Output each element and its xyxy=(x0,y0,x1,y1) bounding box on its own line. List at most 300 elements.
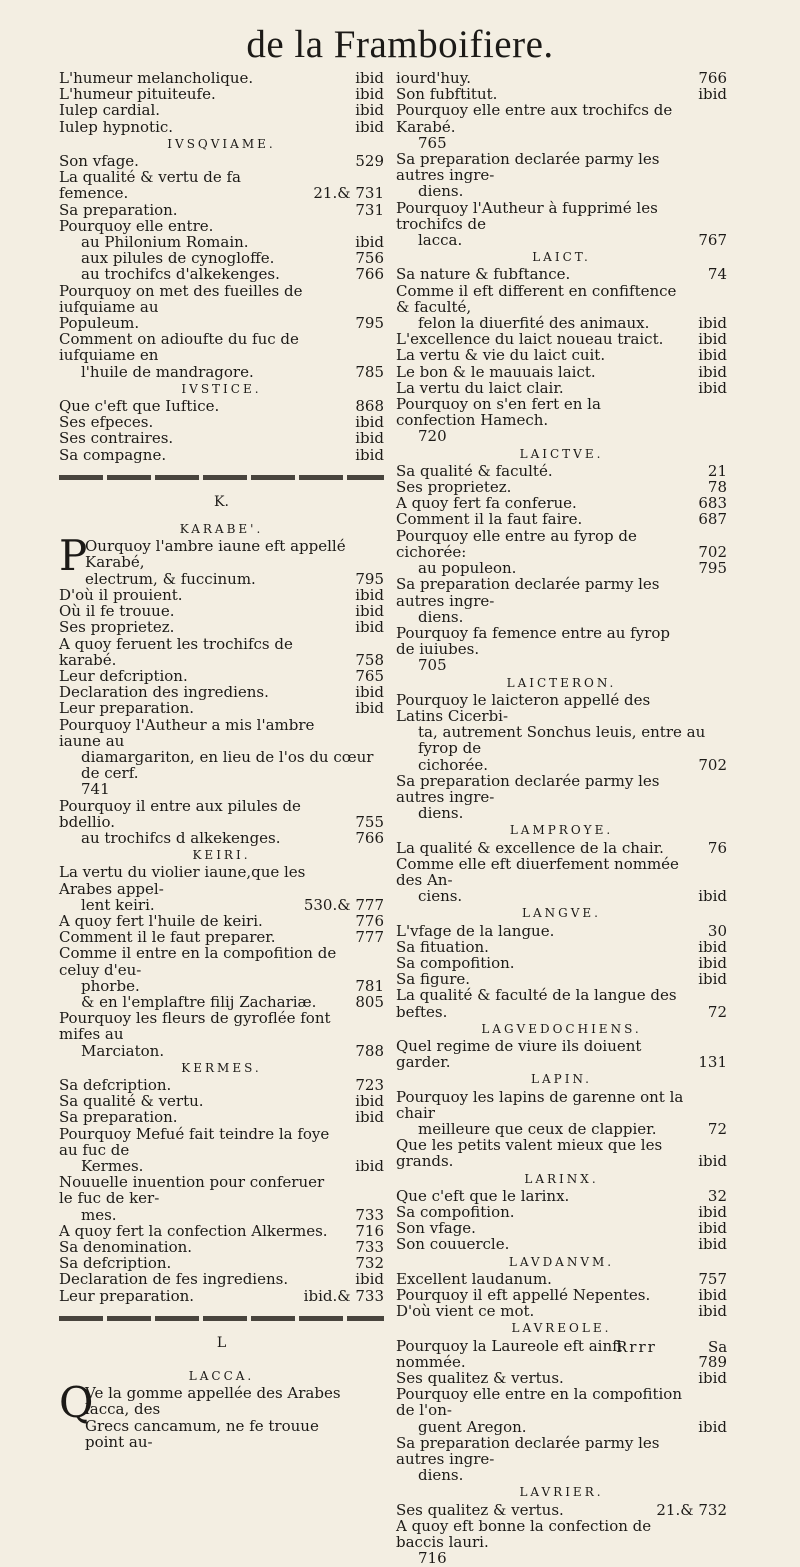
entry-text: 720 xyxy=(418,427,447,446)
entry-text: Nouuelle inuention pour conferuer le fuc de ker- xyxy=(59,1173,325,1208)
index-entry xyxy=(59,781,384,797)
section-heading: LAGVEDOCHIENS. xyxy=(481,1021,642,1036)
index-entry xyxy=(396,1220,727,1236)
section-heading: LAVDANVM. xyxy=(508,1254,615,1269)
page-ref: 868 xyxy=(355,397,384,416)
page-ref: 74 xyxy=(707,265,727,284)
index-entry xyxy=(396,724,727,756)
section-heading: KERMES. xyxy=(181,1060,262,1075)
catchword: Sa xyxy=(708,1338,728,1356)
entry-text: Pourquoy elle entre aux trochifcs de Karabé. xyxy=(396,101,673,136)
entry-text: Pourquoy l'Autheur a mis l'ambre iaune au xyxy=(59,715,315,750)
index-entry xyxy=(396,1303,727,1319)
page-ref: 21 xyxy=(707,461,727,480)
index-entry xyxy=(396,347,727,363)
entry-text: mes. xyxy=(81,1205,117,1224)
entry-text: A quoy feruent les trochifcs de karabé. xyxy=(59,634,293,669)
index-entry xyxy=(59,1093,384,1109)
index-entry xyxy=(396,773,727,805)
entry-text: Comme elle eft diuerfement nommée des An- xyxy=(396,854,679,889)
page-ref: ibid xyxy=(355,85,384,104)
section-divider xyxy=(59,475,384,480)
index-entry xyxy=(396,1236,727,1252)
index-entry xyxy=(59,1174,384,1206)
page-ref: ibid xyxy=(698,314,727,333)
page-ref: 723 xyxy=(355,1075,384,1094)
page-ref: 781 xyxy=(355,976,384,995)
index-entry xyxy=(59,266,384,282)
index-entry xyxy=(59,414,384,430)
page-ref: ibid xyxy=(698,1286,727,1305)
page-ref: 732 xyxy=(355,1254,384,1273)
page-ref: 766 xyxy=(355,265,384,284)
entry-text: Sa figure. xyxy=(396,970,471,989)
index-entry xyxy=(59,603,384,619)
drop-cap-entry xyxy=(59,531,384,588)
entry-text: L'excellence du laict noueau traict. xyxy=(396,330,664,349)
index-entry xyxy=(59,717,384,749)
entry-text: Pourquoy les fleurs de gyroflée font mifes au xyxy=(59,1009,331,1044)
index-entry xyxy=(396,528,727,560)
entry-text: La qualité & vertu de fa femence. xyxy=(59,168,241,203)
index-entry xyxy=(396,1467,727,1483)
entry-text: Pourquoy elle entre en la compofition de l'on- xyxy=(396,1385,683,1420)
entry-text: Ourquoy l'ambre iaune eft appellé Karabé, xyxy=(85,537,346,572)
entry-text: felon la diuerfité des animaux. xyxy=(418,314,650,333)
section-heading: IVSQVIAME. xyxy=(167,136,276,151)
index-entry xyxy=(59,1109,384,1125)
entry-text: Excellent laudanum. xyxy=(396,1269,552,1288)
entry-text: Sa preparation. xyxy=(59,200,178,219)
page-ref: 78 xyxy=(707,478,727,497)
entry-text: au Philonium Romain. xyxy=(81,233,249,252)
page-ref: 795 xyxy=(355,569,384,588)
page-ref: ibid xyxy=(698,330,727,349)
index-entry xyxy=(59,447,384,463)
entry-text: Comment il le faut preparer. xyxy=(59,928,276,947)
page-ref: 702 xyxy=(698,542,727,561)
entry-text: ta, autrement Sonchus leuis, entre au fyrop de xyxy=(418,723,706,758)
entry-text: Sa compofition. xyxy=(396,1203,515,1222)
index-entry xyxy=(396,1338,727,1370)
entry-text: Son fubftitut. xyxy=(396,85,498,104)
index-entry xyxy=(396,70,727,86)
entry-text: Ses efpeces. xyxy=(59,413,154,432)
index-entry xyxy=(59,86,384,102)
index-entry xyxy=(59,864,384,896)
page-ref: 789 xyxy=(698,1352,727,1371)
entry-text: Pourquoy il eft appellé Nepentes. xyxy=(396,1286,651,1305)
entry-text: Sa qualité & faculté. xyxy=(396,461,553,480)
index-entry xyxy=(59,1255,384,1271)
entry-text: La qualité & excellence de la chair. xyxy=(396,838,664,857)
page-ref: 529 xyxy=(355,152,384,171)
page-ref: ibid xyxy=(355,1092,384,1111)
entry-text: D'où vient ce mot. xyxy=(396,1302,535,1321)
entry-text: Leur preparation. xyxy=(59,699,195,718)
section-heading: LAICTERON. xyxy=(506,675,617,690)
index-entry xyxy=(396,380,727,396)
section-divider xyxy=(59,1316,384,1321)
section-heading: IVSTICE. xyxy=(181,381,262,396)
page-ref: ibid xyxy=(355,117,384,136)
entry-text: Marciaton. xyxy=(81,1041,165,1060)
index-entry xyxy=(59,1126,384,1158)
entry-text: Sa denomination. xyxy=(59,1238,193,1257)
index-entry xyxy=(59,619,384,635)
entry-text: 705 xyxy=(418,656,447,675)
entry-text: au populeon. xyxy=(418,559,517,578)
index-entry xyxy=(59,700,384,716)
page-ref: ibid xyxy=(355,1270,384,1289)
index-entry xyxy=(396,1370,727,1386)
page-ref: 777 xyxy=(355,928,384,947)
index-entry xyxy=(396,1121,727,1137)
page-ref: 776 xyxy=(355,911,384,930)
index-entry xyxy=(59,994,384,1010)
index-entry xyxy=(396,757,727,773)
entry-text: Leur defcription. xyxy=(59,666,188,685)
entry-text: Ve la gomme appellée des Arabes lacca, des xyxy=(85,1384,341,1419)
page-ref: ibid xyxy=(698,1152,727,1171)
index-entry xyxy=(396,625,727,657)
entry-text: au trochifcs d alkekenges. xyxy=(81,828,281,847)
entry-text: lacca. xyxy=(418,231,463,250)
entry-text: Quel regime de viure ils doiuent garder. xyxy=(396,1036,642,1072)
entry-text: Sa preparation declarée parmy les autres ingre- xyxy=(396,150,660,185)
entry-text: Son vfage. xyxy=(59,152,139,171)
index-entry xyxy=(396,479,727,495)
index-entry xyxy=(396,1204,727,1220)
entry-text: Grecs cancamum, ne fe trouue point au- xyxy=(85,1416,319,1451)
entry-text: Pourquoy on met des fueilles de iufquiame au xyxy=(59,281,303,316)
index-entry xyxy=(59,798,384,830)
page-ref: ibid xyxy=(698,970,727,989)
index-entry xyxy=(59,169,384,201)
entry-text: Où il fe trouue. xyxy=(59,602,175,621)
index-entry xyxy=(59,830,384,846)
index-entry xyxy=(59,929,384,945)
index-entry xyxy=(59,1010,384,1042)
page-ref: ibid xyxy=(698,362,727,381)
entry-text: diens. xyxy=(418,1466,464,1485)
index-entry xyxy=(396,200,727,232)
entry-text: diens. xyxy=(418,804,464,823)
entry-text: Pourquoy il entre aux pilules de bdellio. xyxy=(59,796,301,831)
index-entry xyxy=(396,1188,727,1204)
index-entry xyxy=(59,945,384,977)
index-entry xyxy=(59,283,384,315)
page-ref: 683 xyxy=(698,494,727,513)
entry-line xyxy=(85,1418,384,1450)
index-entry xyxy=(396,1271,727,1287)
index-entry xyxy=(396,1502,727,1518)
entry-text: & en l'emplaftre filij Zachariæ. xyxy=(81,992,317,1011)
entry-text: diens. xyxy=(418,607,464,626)
index-entry xyxy=(396,657,727,673)
page-ref: 795 xyxy=(698,559,727,578)
entry-text: 741 xyxy=(81,780,110,799)
drop-cap: P xyxy=(59,531,88,581)
page-ref: ibid xyxy=(355,699,384,718)
index-entry xyxy=(59,668,384,684)
entry-text: diens. xyxy=(418,182,464,201)
index-entry xyxy=(396,1386,727,1418)
index-entry xyxy=(59,398,384,414)
entry-text: D'où il prouient. xyxy=(59,585,183,604)
index-entry xyxy=(59,1043,384,1059)
index-entry xyxy=(59,913,384,929)
entry-text: lent keiri. xyxy=(81,895,155,914)
page-ref: ibid xyxy=(355,1157,384,1175)
index-entry xyxy=(59,315,384,331)
index-entry xyxy=(396,1435,727,1467)
index-entry xyxy=(396,428,727,444)
entry-text: Pourquoy on s'en fert en la confection Hamech. xyxy=(396,395,601,430)
section-heading: LAICT. xyxy=(532,250,591,265)
page-ref: ibid xyxy=(698,1219,727,1238)
page-ref: 716 xyxy=(355,1221,384,1240)
page-ref: 756 xyxy=(355,249,384,268)
section-heading: KEIRI. xyxy=(192,848,251,863)
entry-text: Pourquoy la Laureole eft ainfi nommée. xyxy=(396,1336,623,1371)
entry-text: phorbe. xyxy=(81,976,140,995)
page-ref: 72 xyxy=(707,1120,727,1138)
entry-text: Pourquoy Mefué fait teindre la foye au fuc de xyxy=(59,1124,330,1159)
entry-text: 716 xyxy=(418,1549,447,1567)
page-ref: 530.& 777 xyxy=(303,895,384,914)
entry-text: electrum, & fuccinum. xyxy=(85,569,256,588)
entry-text: Kermes. xyxy=(81,1157,144,1175)
index-entry xyxy=(396,856,727,888)
page-ref: ibid xyxy=(698,1302,727,1321)
drop-cap-text xyxy=(85,538,384,587)
entry-text: Sa preparation declarée parmy les autres ingre- xyxy=(396,1433,660,1469)
index-entry xyxy=(396,396,727,428)
index-entry xyxy=(396,560,727,576)
entry-text: l'huile de mandragore. xyxy=(81,362,254,381)
entry-text: A quoy eft bonne la confection de baccis lauri. xyxy=(396,1516,652,1552)
page-ref: 32 xyxy=(707,1186,727,1205)
page-ref: 785 xyxy=(355,362,384,381)
page-ref: ibid xyxy=(698,1369,727,1388)
index-entry xyxy=(59,119,384,135)
index-entry xyxy=(396,102,727,134)
entry-text: La vertu du violier iaune,que les Arabes appel- xyxy=(59,863,306,898)
index-entry xyxy=(59,1158,384,1174)
index-entry xyxy=(59,250,384,266)
index-entry xyxy=(59,636,384,668)
entry-text: Son couuercle. xyxy=(396,1235,510,1254)
page-ref: 766 xyxy=(355,828,384,847)
entry-text: Leur preparation. xyxy=(59,1286,195,1305)
index-entry xyxy=(396,495,727,511)
entry-text: Ses qualitez & vertus. xyxy=(396,1369,564,1388)
entry-text: Comme il eft different en confiftence & faculté, xyxy=(396,281,677,316)
section-heading: LACCA. xyxy=(188,1369,255,1384)
page-ref: 687 xyxy=(698,510,727,529)
entry-text: A quoy fert l'huile de keiri. xyxy=(59,911,263,930)
page-ref: ibid xyxy=(355,233,384,252)
index-entry xyxy=(396,331,727,347)
page-ref: 758 xyxy=(355,650,384,669)
index-entry xyxy=(59,430,384,446)
entry-text: Que c'eft que le larinx. xyxy=(396,1186,570,1205)
entry-text: La qualité & faculté de la langue des beftes. xyxy=(396,986,677,1021)
page-ref: ibid xyxy=(355,1108,384,1127)
entry-text: A quoy fert fa conferue. xyxy=(396,494,577,513)
entry-text: Iulep cardial. xyxy=(59,101,161,120)
signature-mark: Rrrr xyxy=(616,1338,657,1356)
page-ref: ibid xyxy=(355,413,384,432)
entry-text: Comme il entre en la compofition de celuy d'eu- xyxy=(59,944,337,979)
index-entry xyxy=(59,218,384,234)
index-entry xyxy=(396,266,727,282)
page-ref: ibid xyxy=(698,378,727,397)
index-entry xyxy=(396,805,727,821)
page-ref: ibid xyxy=(698,1417,727,1436)
index-entry xyxy=(396,1038,727,1070)
section-heading: LAPIN. xyxy=(531,1072,592,1087)
section-heading: LANGVE. xyxy=(522,906,601,921)
section-heading: LAVRIER. xyxy=(519,1485,604,1500)
index-entry xyxy=(396,463,727,479)
index-entry xyxy=(396,183,727,199)
index-entry xyxy=(396,971,727,987)
index-entry xyxy=(59,202,384,218)
entry-text: Son vfage. xyxy=(396,1219,476,1238)
page-ref: 788 xyxy=(355,1041,384,1060)
index-entry xyxy=(59,1271,384,1287)
page-ref: ibid xyxy=(355,101,384,120)
entry-text: Le bon & le mauuais laict. xyxy=(396,362,596,381)
page-ref: 767 xyxy=(698,231,727,250)
entry-text: Sa fituation. xyxy=(396,937,489,956)
entry-line xyxy=(85,571,384,587)
entry-text: Ses qualitez & vertus. xyxy=(396,1500,564,1519)
index-entry xyxy=(396,987,727,1019)
page-ref: 755 xyxy=(355,812,384,831)
page-ref: ibid xyxy=(698,937,727,956)
index-entry xyxy=(59,153,384,169)
page-ref: 21.& 732 xyxy=(656,1500,727,1519)
index-entry xyxy=(59,1207,384,1223)
entry-text: L'humeur pituiteufe. xyxy=(59,85,216,104)
index-entry xyxy=(396,939,727,955)
index-entry xyxy=(396,840,727,856)
section-heading: LAVREOLE. xyxy=(511,1321,612,1336)
entry-text: Pourquoy l'Autheur à fupprimé les trochifcs de xyxy=(396,198,658,233)
right-column xyxy=(396,70,727,1566)
index-entry xyxy=(396,135,727,151)
entry-text: Sa compagne. xyxy=(59,445,167,464)
entry-text: 765 xyxy=(418,133,447,152)
index-entry xyxy=(396,315,727,331)
index-entry xyxy=(396,609,727,625)
index-entry xyxy=(59,1077,384,1093)
spacer xyxy=(59,514,384,520)
letter-heading: L xyxy=(216,1334,227,1351)
page-ref: ibid xyxy=(355,445,384,464)
entry-text: A quoy fert la confection Alkermes. xyxy=(59,1221,328,1240)
section-heading: LAMPROYE. xyxy=(509,823,614,838)
entry-text: Pourquoy elle entre. xyxy=(59,216,214,235)
index-entry xyxy=(59,70,384,86)
page-ref: ibid xyxy=(355,429,384,448)
index-entry xyxy=(396,364,727,380)
page-ref: 805 xyxy=(355,992,384,1011)
page-ref: 30 xyxy=(707,921,727,940)
entry-text: Populeum. xyxy=(59,314,140,333)
section-heading: LARINX. xyxy=(524,1171,599,1186)
index-entry xyxy=(396,511,727,527)
index-entry xyxy=(396,1518,727,1550)
index-entry xyxy=(59,364,384,380)
page-ref: 757 xyxy=(698,1269,727,1288)
entry-text: Ses proprietez. xyxy=(396,478,512,497)
entry-text: Sa qualité & vertu. xyxy=(59,1092,204,1111)
entry-text: Sa compofition. xyxy=(396,953,515,972)
index-entry xyxy=(396,1137,727,1169)
index-entry xyxy=(59,331,384,363)
page-ref: ibid xyxy=(355,618,384,637)
entry-text: Que les petits valent mieux que les grands. xyxy=(396,1136,663,1171)
entry-text: Sa preparation. xyxy=(59,1108,178,1127)
index-entry xyxy=(396,232,727,248)
page-ref: 733 xyxy=(355,1205,384,1224)
entry-text: diamargariton, en lieu de l'os du cœur de cerf. xyxy=(81,747,374,783)
page-ref: 21.& 731 xyxy=(313,184,384,203)
page-ref: 702 xyxy=(698,755,727,774)
entry-text: Pourquoy fa femence entre au fyrop de iuiubes. xyxy=(396,623,670,659)
entry-text: Pourquoy le laicteron appellé des Latins Cicerbi- xyxy=(396,690,651,725)
running-head: de la Framboifiere. xyxy=(246,23,554,66)
spacer xyxy=(59,1355,384,1367)
entry-text: au trochifcs d'alkekenges. xyxy=(81,265,280,284)
index-entry xyxy=(59,102,384,118)
drop-cap: Q xyxy=(59,1378,94,1428)
index-entry xyxy=(396,692,727,724)
entry-text: Que c'eft que Iuftice. xyxy=(59,397,220,416)
section-heading: LAICTVE. xyxy=(519,446,604,461)
page-ref: 795 xyxy=(355,314,384,333)
entry-text: Ses proprietez. xyxy=(59,618,175,637)
page-ref: ibid xyxy=(698,1235,727,1254)
entry-text: Pourquoy les lapins de garenne ont la chair xyxy=(396,1087,684,1122)
entry-text: La vertu & vie du laict cuit. xyxy=(396,346,606,365)
entry-text: Sa defcription. xyxy=(59,1075,172,1094)
page-ref: 72 xyxy=(707,1002,727,1021)
index-entry xyxy=(59,234,384,250)
entry-text: iourd'huy. xyxy=(396,69,471,87)
entry-text: Ses contraires. xyxy=(59,429,174,448)
entry-text: Declaration de fes ingrediens. xyxy=(59,1270,289,1289)
entry-text: meilleure que ceux de clappier. xyxy=(418,1120,657,1138)
page-ref: ibid xyxy=(698,346,727,365)
entry-text: aux pilules de cynogloffe. xyxy=(81,249,275,268)
page-ref: 766 xyxy=(698,69,727,87)
page-ref: 76 xyxy=(707,838,727,857)
index-entry xyxy=(396,1419,727,1435)
page-ref: 765 xyxy=(355,666,384,685)
entry-text: Iulep hypnotic. xyxy=(59,117,174,136)
index-entry xyxy=(396,86,727,102)
entry-text: Comment il la faut faire. xyxy=(396,510,583,529)
letter-heading: K. xyxy=(214,493,229,510)
index-entry xyxy=(396,1287,727,1303)
entry-text: guent Aregon. xyxy=(418,1417,527,1436)
page-ref: ibid xyxy=(355,683,384,702)
